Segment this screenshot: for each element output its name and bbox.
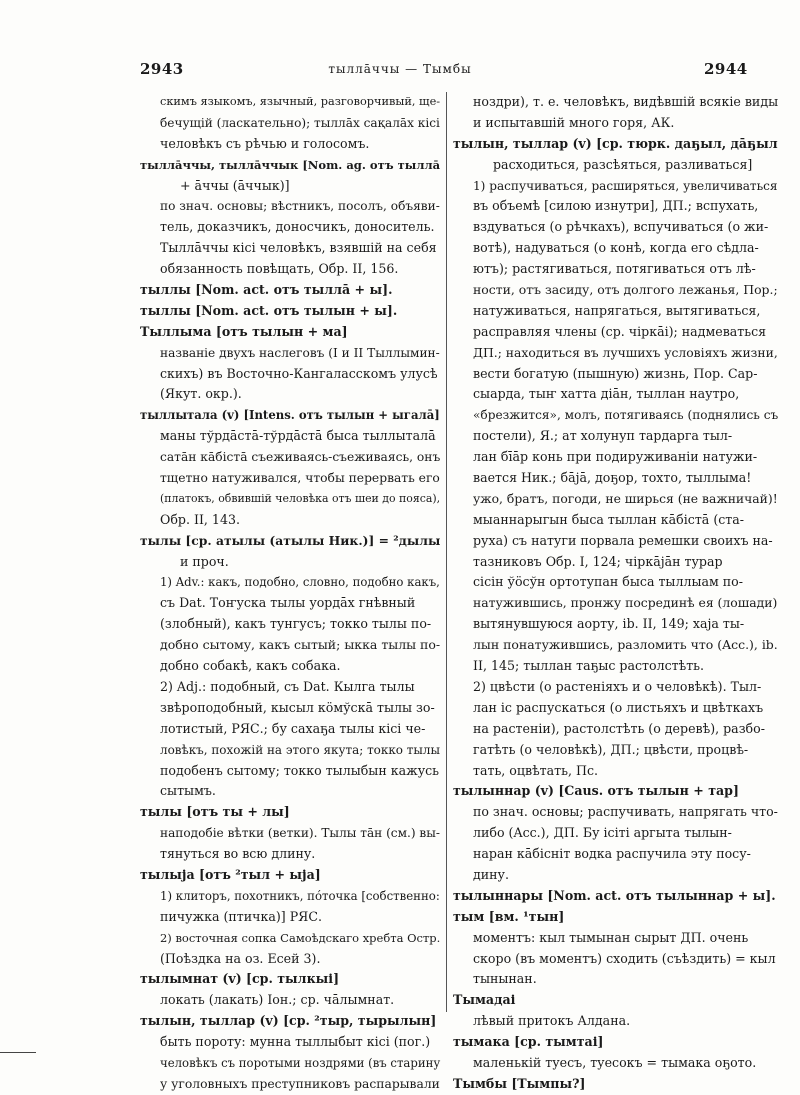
entry-text-line: мыаннарыгын быса тыллан кāбістā (ста- [473, 511, 745, 527]
entry-text-line: вздуваться (о рѣчкахъ), вспучиваться (о жи- [473, 219, 769, 235]
entry-text-line: скихъ) въ Восточно-Кангаласскомъ улусѣ [160, 365, 438, 381]
entry-text-line: на растеніи), растолстѣть (о деревѣ), разбо- [473, 720, 765, 736]
entry-text-line: и проч. [180, 553, 229, 569]
entry-text-line: Обр. II, 143. [160, 511, 240, 527]
entry-headword-line: тылыннар (v) [Caus. отъ тылын + тар] [453, 783, 739, 799]
entry-headword-line: Тыллыма [отъ тылын + ма] [140, 323, 348, 339]
entry-text-line: тщетно натуживался, чтобы перервать его [160, 471, 440, 486]
entry-text-line: лын понатужившись, разломить что (Acc.), ib. [473, 637, 778, 653]
entry-headword-line: Тымбы [Тымпы?] [453, 1075, 586, 1091]
entry-text-line: вотѣ), надуваться (о конѣ, когда его сѣдла- [473, 240, 759, 256]
entry-text-line: скоро (въ моментъ) сходить (съѣздить) = кыл [473, 950, 776, 966]
entry-headword-line: тылыја [отъ ²тыл + ыја] [140, 866, 321, 882]
entry-text-line: по знач. основы; вѣстникъ, посолъ, объяви- [160, 199, 440, 214]
entry-text-line: ужо, братъ, погоди, не ширься (не важничай)! [473, 491, 778, 506]
entry-text-line: тель, доказчикъ, доносчикъ, доноситель. [160, 219, 435, 235]
entry-text-line: подобенъ сытому; токко тылыбын кажусь [160, 762, 440, 778]
entry-text-line: съ Dat. Тоҥуска тылы уордāх гнѣвный [160, 595, 416, 611]
page-number-right: 2944 [704, 60, 748, 78]
entry-text-line: маленькій туесъ, туесокъ = тымака оҕото. [473, 1054, 757, 1070]
entry-text-line: гатѣть (о человѣкѣ), ДП.; цвѣсти, процвѣ- [473, 741, 749, 757]
entry-text-line: лотистый, РЯС.; бу сахаҕа тылы кісі че- [160, 720, 426, 736]
entry-text-line: Тыллāччы кісі человѣкъ, взявшій на себя [160, 240, 437, 256]
entry-text-line: сісін ўöсўн ортотупан быса тыллыам по- [473, 574, 744, 590]
entry-text-line: (Якут. окр.). [160, 386, 242, 402]
entry-headword-line: тылы [отъ ты + лы] [140, 804, 290, 820]
entry-headword-line: тылыннары [Nom. act. отъ тылыннар + ы]. [453, 887, 776, 903]
entry-text-line: 1) распучиваться, расширяться, увеличиваться [473, 178, 778, 193]
entry-text-line: 2) Adj.: подобный, съ Dat. Кылга тылы [160, 678, 415, 694]
entry-text-line: бечущій (ласкательно); тыллāх сақалāх кісі [160, 115, 440, 130]
entry-text-line: локать (лакать) Іон.; ср. чāлымнат. [160, 992, 395, 1008]
entry-text-line: вытянувшуюся аорту, ib. II, 149; хаја ты- [473, 616, 745, 632]
entry-text-line: названіе двухъ наслеговъ (I и II Тыллымин- [160, 345, 440, 360]
entry-headword-line: тылын, тыллар (v) [ср. тюрк. даҕыл, дāҕыл [453, 135, 778, 151]
entry-text-line: сытымъ. [160, 783, 216, 799]
entry-text-line: (злобный), какъ тунгусъ; токко тылы по- [160, 616, 432, 632]
page-number-left: 2943 [140, 60, 184, 78]
entry-text-line: тазниковъ Обр. I, 124; чіркāјāн турар [473, 553, 723, 569]
entry-text-line: по знач. основы; распучивать, напрягать что- [473, 804, 778, 820]
entry-text-line: постели), Я.; ат холунуп тардарга тыл- [473, 428, 733, 444]
entry-text-line: (платокъ, обвившій человѣка отъ шеи до пояса), [160, 491, 441, 505]
entry-text-line: II, 145; тыллан таҕыс растолстѣть. [473, 658, 705, 674]
entry-text-line: натуживаться, напрягаться, вытягиваться, [473, 302, 761, 318]
entry-text-line: натужившись, пронжу посрединѣ ея (лошади) [473, 595, 778, 611]
entry-headword-line: тыллы [Nom. act. отъ тылын + ы]. [140, 302, 398, 318]
entry-text-line: скимъ языкомъ, язычный, разговорчивый, ще- [160, 95, 441, 108]
column-divider [446, 92, 447, 1012]
entry-text-line: ноздри), т. е. человѣкъ, видѣвшій всякіе виды [473, 94, 779, 109]
entry-headword-line: тымака [ср. тымтаі] [453, 1034, 604, 1050]
entry-text-line: дину. [473, 866, 509, 882]
entry-text-line: и испытавшій много горя, АК. [473, 114, 675, 130]
entry-text-line: пичужка (птичка)] РЯС. [160, 908, 322, 924]
left-column [140, 92, 440, 1095]
entry-text-line: вается Ник.; бāјā, доҕор, тохто, тыллыма! [473, 470, 752, 486]
entry-text-line: обязанность повѣщать, Обр. II, 156. [160, 261, 399, 277]
entry-text-line: руха) съ натуги порвала ремешки своихъ на- [473, 532, 773, 548]
entry-headword-line: тыллытала (v) [Intens. отъ тылын + ыгалā] [140, 408, 440, 423]
entry-text-line: маны тўрдāстā-тўрдāстā быса тыллыталā [160, 428, 436, 444]
entry-text-line: 1) Adv.: какъ, подобно, словно, подобно какъ, [160, 575, 440, 590]
entry-text-line: тать, оцвѣтать, Пс. [473, 762, 599, 778]
entry-headword-line: тым [вм. ¹тын] [453, 908, 565, 924]
entry-text-line: лан іс распускаться (о листьяхъ и цвѣткахъ [473, 699, 764, 715]
entry-text-line: 2) восточная сопка Самоѣдскаго хребта Остр. [160, 930, 441, 945]
entry-text-line: расходиться, разсѣяться, разливаться] [493, 156, 753, 172]
page-header [0, 52, 800, 92]
entry-text-line: добно сытому, какъ сытый; ыкка тылы по- [160, 637, 441, 653]
entry-text-line: 1) клиторъ, похотникъ, пόточка [собственно: [160, 888, 440, 903]
entry-text-line: вести богатую (пышную) жизнь, Пор. Сар- [473, 365, 758, 381]
right-column [453, 92, 778, 1095]
entry-text-line: либо (Acc.), ДП. Бу ісіті аргыта тылын- [473, 825, 732, 841]
entry-text-line: наподобіе вѣтки (ветки). Тылы тāн (см.) вы- [160, 826, 440, 841]
entry-text-line: моментъ: кыл тымынан сырыт ДП. очень [473, 929, 749, 945]
entry-headword-line: тылымнат (v) [ср. тылкыі] [140, 971, 340, 987]
entry-text-line: наран кāбісніт водка распучила эту посу- [473, 846, 751, 862]
entry-text-line: человѣкъ съ рѣчью и голосомъ. [160, 135, 370, 151]
entry-text-line: 2) цвѣсти (о растеніяхъ и о человѣкѣ). Тыл- [473, 678, 762, 694]
entry-text-line: + āччы (āччык)] [180, 177, 290, 193]
entry-text-line: ности, отъ засиду, отъ долгого лежанья, Пор.; [473, 282, 778, 298]
scan-edge-mark [0, 1052, 36, 1053]
entry-text-line: «брезжится», молъ, потягиваясь (поднялись съ [473, 408, 779, 423]
entry-text-line: расправляя члены (ср. чіркāі); надмеваться [473, 323, 767, 339]
entry-headword-line: тылы [ср. атылы (атылы Ник.)] = ²дылы [140, 532, 441, 548]
entry-text-line: ютъ); растягиваться, потягиваться отъ лѣ- [473, 261, 756, 277]
entry-text-line: лан бīāр конь при подируживаніи натужи- [473, 449, 758, 465]
entry-headword-line: Тымадаі [453, 992, 516, 1008]
entry-text-line: звѣроподобный, кысыл кöмўскā тылы зо- [160, 699, 435, 715]
entry-text-line: быть пороту: мунна тыллыбыт кісі (пог.) [160, 1034, 431, 1050]
entry-text-line: въ объемѣ [силою изнутри], ДП.; вспухать, [473, 198, 759, 214]
entry-text-line: человѣкъ съ поротыми ноздрями (въ старину [160, 1055, 441, 1070]
entry-headword-line: тыллāччы, тыллāччык [Nom. ag. отъ тыллā [140, 157, 441, 172]
entry-text-line: тянуться во всю длину. [160, 846, 316, 862]
running-title: тыллāччы — Тымбы [328, 62, 472, 76]
entry-text-line: сыарда, тыҥ хатта діāн, тыллан наутро, [473, 386, 740, 402]
entry-headword-line: тылын, тыллар (v) [ср. ²тыр, тырылын] [140, 1013, 437, 1029]
entry-text-line: ловѣкъ, похожій на этого якута; токко тылы [160, 742, 440, 757]
entry-text-line: добно собакѣ, какъ собака. [160, 658, 341, 674]
entry-text-line: ДП.; находиться въ лучшихъ условіяхъ жизни, [473, 345, 778, 360]
entry-text-line: лѣвый притокъ Алдана. [473, 1013, 631, 1029]
entry-text-line: у уголовныхъ преступниковъ распарывали [160, 1076, 440, 1091]
entry-text-line: (Поѣздка на оз. Есей 3). [160, 950, 321, 966]
entry-text-line: тынынан. [473, 971, 537, 987]
entry-text-line: сатāн кāбістā съеживаясь-съеживаясь, онъ [160, 450, 441, 465]
entry-headword-line: тыллы [Nom. act. отъ тыллā + ы]. [140, 282, 393, 298]
